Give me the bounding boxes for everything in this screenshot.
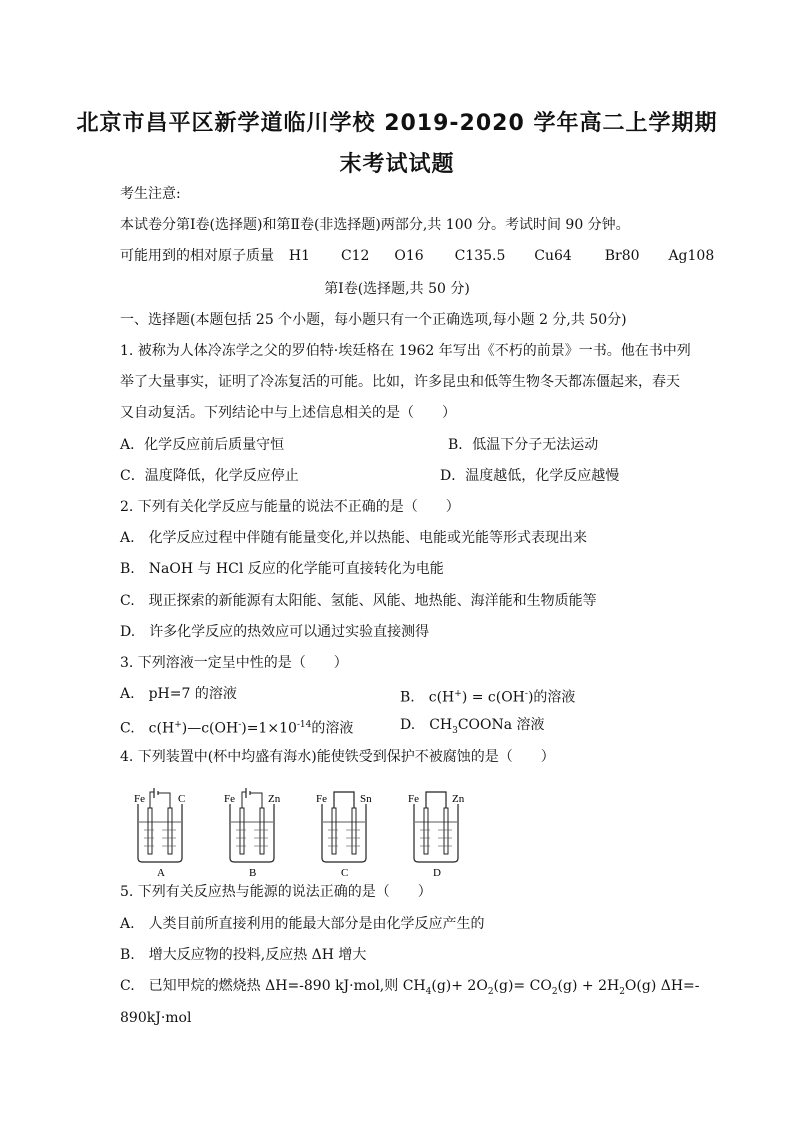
q3-d-text-1: CH — [429, 717, 453, 733]
q3-option-d-label: D. — [400, 717, 416, 733]
q2-option-c-label: C. — [120, 593, 135, 609]
q3-option-a — [120, 684, 237, 704]
q5-option-c-continued: 890kJ·mol — [120, 1010, 192, 1026]
q5-option-b-text: 增大反应物的投料,反应热 ΔH 增大 — [148, 947, 367, 963]
beaker-a-left-electrode: Fe — [134, 793, 145, 805]
beaker-b-label: B — [249, 867, 257, 878]
q5-option-a-text: 人类目前所直接利用的能最大部分是由化学反应产生的 — [148, 916, 485, 932]
q2-option-b-label: B. — [120, 561, 135, 577]
page-title-line2: 末考试试题 — [339, 152, 455, 177]
beaker-a — [134, 788, 185, 878]
q5-c-sub-2: 2 — [487, 986, 494, 997]
beaker-a-right-electrode: C — [178, 793, 186, 805]
q3-c-text-4: 的溶液 — [311, 720, 354, 737]
q3-b-text-1: c(H — [428, 689, 455, 706]
mass-cu: Cu64 — [534, 248, 572, 264]
beaker-c-left-electrode: Fe — [316, 793, 327, 805]
atomic-masses — [120, 246, 714, 266]
part1-heading: 第Ⅰ卷(选择题,共 50 分) — [324, 281, 470, 297]
q5-c-text-2: (g)+ 2O — [431, 978, 488, 994]
q4-beaker-figure — [130, 782, 490, 878]
beaker-c-right-electrode: Sn — [360, 793, 372, 805]
q2-option-a-label: A. — [120, 530, 135, 546]
q3-c-text-2: )—c(OH — [181, 720, 239, 737]
mass-h: H1 — [288, 248, 311, 264]
q5-c-text-5: O(g) ΔH=- — [624, 978, 700, 994]
beaker-a-label: A — [157, 867, 165, 878]
q5-option-c-label: C. — [120, 978, 135, 994]
q3-d-text-2: COONa 溶液 — [457, 717, 545, 733]
q2-stem: 2. 下列有关化学反应与能量的说法不正确的是（ ） — [120, 499, 460, 515]
q2-option-a-text: 化学反应过程中伴随有能量变化,并以热能、电能或光能等形式表现出来 — [148, 530, 588, 546]
q5-option-b-label: B. — [120, 947, 135, 963]
q3-option-c-label: C. — [120, 720, 135, 737]
q1-line1: 1. 被称为人体冷冻学之父的罗伯特·埃廷格在 1962 年写出《不朽的前景》一书。他在书中列 — [120, 343, 691, 359]
q3-stem: 3. 下列溶液一定呈中性的是（ ） — [120, 655, 348, 671]
q3-d-sub-1: 3 — [452, 725, 458, 736]
page-title-line1: 北京市昌平区新学道临川学校 2019-2020 学年高二上学期期 — [76, 111, 718, 136]
beaker-d-left-electrode: Fe — [408, 793, 419, 805]
q4-stem: 4. 下列装置中(杯中均盛有海水)能使铁受到保护不被腐蚀的是（ ） — [120, 749, 555, 765]
beaker-d-right-electrode: Zn — [452, 793, 465, 805]
q5-option-c — [120, 976, 700, 1002]
q5-stem: 5. 下列有关反应热与能源的说法正确的是（ ） — [120, 884, 432, 900]
beaker-d-label: D — [433, 867, 441, 878]
notes-heading: 考生注意: — [120, 186, 181, 202]
q5-c-sub-3: 2 — [551, 986, 558, 997]
q3-option-d — [400, 715, 545, 741]
mass-c: C12 — [340, 248, 370, 264]
q3-option-b — [400, 684, 575, 708]
beaker-b-right-electrode: Zn — [268, 793, 281, 805]
q3-b-text-2: ) = c(OH — [461, 689, 525, 706]
mass-ag: Ag108 — [668, 248, 715, 264]
q3-option-a-label: A. — [120, 686, 135, 702]
q5-c-text-4: (g) + 2H — [557, 978, 620, 994]
q5-c-text-1: 已知甲烷的燃烧热 ΔH=-890 kJ·mol,则 CH — [148, 978, 426, 994]
q5-c-sub-4: 2 — [619, 986, 625, 997]
beaker-c — [316, 792, 372, 878]
mass-cl: C135.5 — [454, 248, 506, 264]
q2-option-a — [120, 528, 587, 548]
q2-option-d-label: D. — [120, 624, 136, 640]
q3-c-sup-1: + — [174, 720, 182, 730]
q2-option-b-text: NaOH 与 HCl 反应的化学能可直接转化为电能 — [148, 561, 444, 577]
q1-option-a: A．化学反应前后质量守恒 — [120, 437, 285, 453]
q2-option-d-text: 许多化学反应的热效应可以通过实验直接测得 — [149, 624, 430, 640]
atomic-masses-label: 可能用到的相对原子质量 — [120, 248, 274, 264]
q2-option-c-text: 现正探索的新能源有太阳能、氢能、风能、地热能、海洋能和生物质能等 — [148, 593, 597, 609]
q3-b-sup-1: + — [454, 689, 462, 699]
beaker-b — [224, 788, 281, 878]
q5-c-text-3: (g)= CO — [493, 978, 552, 994]
q2-option-b — [120, 559, 444, 579]
q1-option-d: D．温度越低，化学反应越慢 — [440, 468, 620, 484]
notes-line1: 本试卷分第Ⅰ卷(选择题)和第Ⅱ卷(非选择题)两部分,共 100 分。考试时间 90 分钟。 — [120, 217, 630, 233]
beaker-d — [408, 792, 465, 878]
q1-line3: 又自动复活。下列结论中与上述信息相关的是（ ） — [120, 405, 456, 421]
q5-option-a — [120, 914, 485, 934]
q3-b-sup-2: - — [524, 689, 528, 699]
section-heading: 一、选择题(本题包括 25 个小题，每小题只有一个正确选项,每小题 2 分,共 50分) — [120, 312, 627, 328]
beaker-c-label: C — [341, 867, 349, 878]
q3-option-c — [120, 715, 353, 739]
mass-br: Br80 — [604, 248, 640, 264]
mass-o: O16 — [394, 248, 424, 264]
q5-c-sub-1: 4 — [425, 986, 432, 997]
q3-c-sup-3: -14 — [296, 720, 312, 730]
beaker-b-left-electrode: Fe — [224, 793, 235, 805]
q2-option-d — [120, 622, 429, 642]
q3-c-sup-2: - — [238, 720, 242, 730]
q3-c-text-3: )=1×10 — [241, 720, 297, 737]
q1-line2: 举了大量事实，证明了冷冻复活的可能。比如，许多昆虫和低等生物冬天都冻僵起来，春天 — [120, 374, 680, 390]
q2-option-c — [120, 591, 597, 611]
q3-b-text-3: )的溶液 — [527, 689, 576, 706]
q5-option-b — [120, 945, 366, 965]
q1-option-b: B．低温下分子无法运动 — [448, 437, 599, 453]
q3-option-a-text: pH=7 的溶液 — [148, 686, 237, 702]
q3-option-b-label: B. — [400, 689, 415, 706]
q5-option-a-label: A. — [120, 916, 135, 932]
q1-option-c: C．温度降低，化学反应停止 — [120, 468, 299, 484]
q3-c-text-1: c(H — [148, 720, 175, 737]
